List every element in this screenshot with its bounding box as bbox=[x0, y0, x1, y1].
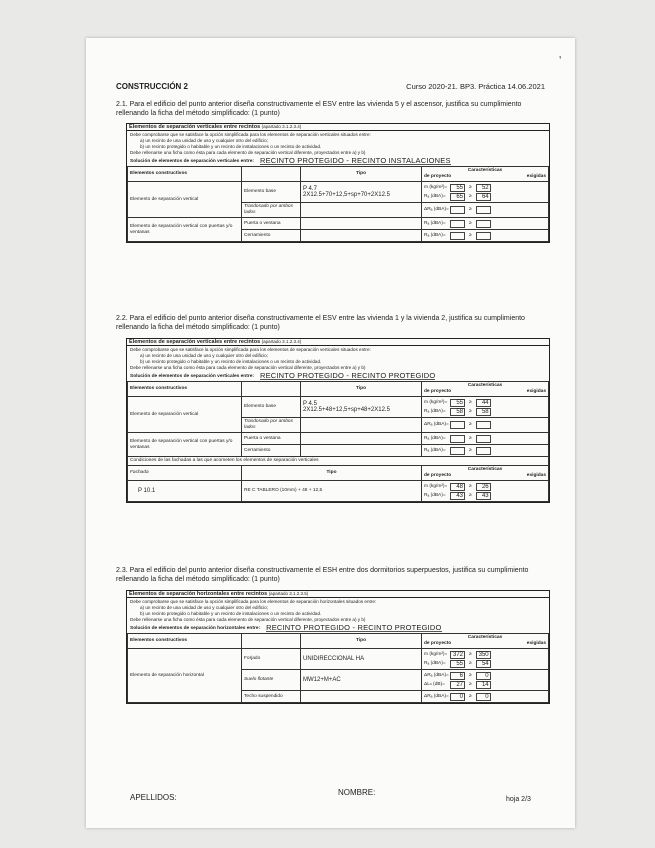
apellidos-label: APELLIDOS: bbox=[130, 793, 177, 802]
form-esv-1 bbox=[126, 123, 550, 243]
form-esv-2 bbox=[126, 338, 550, 503]
solution-value[interactable]: RECINTO PROTEGIDO - RECINTO PROTEGIDO bbox=[266, 623, 442, 632]
form-table: Elementos constructivos Tipo Características de proyecto exigidas Elemento de separación vertical Elemento base P 4.7 2X12.5+70+12,5+sp+70+2X12.5 m (kg/m²)= 55 ≥ 52 Rₐ (dBA)= 65 ≥ 64 Trasdosado por ambos lados ΔRₐ (dBA)= ≥ Elemento de separación vertical con puertas y/o ventanas Puerta o ventana Rₐ (dBA)= ≥ Cerramiento Rₐ (dBA)= ≥ bbox=[127, 166, 549, 242]
form-instructions: Debe comprobarse que se satisface la opción simplificada para los elementos de separación verticales situados entre: a) un recinto de una unidad de uso y cualquier otro del edificio; b) un recinto protegido o habitable y un recinto de instalaciones o un recinto de actividad. Debe rellenarse una ficha como ésta para cada elemento de separación vertical diferente, proyectados entre a) y b) bbox=[130, 347, 371, 370]
question-2-2: 2.2. Para el edificio del punto anterior diseña constructivamente el ESV entre las vivienda 1 y la vivienda 2, justifica su cumplimiento rellenando la ficha del método simplificado: (1 punto) bbox=[116, 315, 525, 331]
m-proy-field[interactable]: 55 bbox=[450, 399, 465, 407]
tipo-field[interactable]: P 4.5 2X12.5+48+12,5+sp+48+2X12.5 bbox=[301, 397, 422, 418]
solution-line: Solución de elementos de separación verticales entre: RECINTO PROTEGIDO - RECINTO INSTALACIONES bbox=[130, 156, 451, 165]
ra-proy-field[interactable]: 65 bbox=[450, 193, 465, 201]
form-title: Elementos de separación verticales entre recintos (apartado 3.1.2.3.4) bbox=[127, 124, 549, 131]
fachada-tipo-field[interactable]: RE C TABLERO (10mm) + 48 + 12,5 bbox=[242, 481, 422, 502]
question-2-1: 2.1. Para el edificio del punto anterior diseña constructivamente el ESV entre las vivienda 5 y el ascensor, justifica su cumplimiento rellenando la ficha del método simplificado: (1 punto) bbox=[116, 101, 522, 117]
question-2-3: 2.3. Para el edificio del punto anterior diseña constructivamente el ESH entre dos dormitorios superpuestos, justifica su cumplimiento rellenando la ficha del método simplificado: (1 punto) bbox=[116, 567, 529, 583]
solution-line: Solución de elementos de separación verticales entre: RECINTO PROTEGIDO - RECINTO PROTEGIDO bbox=[130, 371, 436, 380]
scan-mark: ❜ bbox=[559, 55, 562, 64]
form-table: Elementos constructivos Tipo Características de proyecto exigidas Elemento de separación vertical Elemento base P 4.5 2X12.5+48+12,5+sp+48+2X12.5 m (kg/m²)= 55 ≥ 44 Rₐ (dBA)= 58 ≥ 58 Trasdosado por ambos lados ΔRₐ (dBA)= ≥ Elemento de separación vertical con puertas y/o ventanas Puerta o ventana Rₐ (dBA)= ≥ Cerramiento Rₐ (dBA)= ≥ Condiciones de las fachadas a las que acometen los elementos de separación verticales Fachada Tipo Características de proyecto exigidas P 10.1 RE C TABLERO (10mm) + 48 + 12,5 m (kg/m²)= 48 ≥ 26 Rₐ (dBA)= 43 ≥ 43 bbox=[127, 381, 549, 502]
form-esh bbox=[126, 590, 550, 704]
solution-value[interactable]: RECINTO PROTEGIDO - RECINTO INSTALACIONES bbox=[259, 156, 451, 165]
m-exig-field[interactable]: 44 bbox=[476, 399, 491, 407]
ra-proy-field[interactable]: 58 bbox=[450, 408, 465, 416]
ra-exig-field[interactable]: 58 bbox=[476, 408, 491, 416]
form-title: Elementos de separación horizontales entre recintos (apartado 3.1.2.3.5) bbox=[127, 591, 549, 598]
forjado-tipo-field[interactable]: UNIDIRECCIONAL HA bbox=[301, 649, 422, 670]
solution-value[interactable]: RECINTO PROTEGIDO - RECINTO PROTEGIDO bbox=[259, 371, 436, 380]
form-instructions: Debe comprobarse que se satisface la opción simplificada para los elementos de separación horizontales situados entre: a) un recinto de una unidad de uso y cualquier otro del edificio; b) un recinto protegido o habitable y un recinto de instalaciones o un recinto de actividad. Debe rellenarse una ficha como ésta para cada elemento de separación vertical diferente, proyectados entre a) y b) bbox=[130, 599, 377, 622]
form-instructions: Debe comprobarse que se satisface la opción simplificada para los elementos de separación verticales situados entre: a) un recinto de una unidad de uso y cualquier otro del edificio; b) un recinto protegido o habitable y un recinto de instalaciones o un recinto de actividad. Debe rellenarse una ficha como ésta para cada elemento de separación vertical diferente, proyectados entre a) y b) bbox=[130, 132, 371, 155]
solution-line: Solución de elementos de separación horizontales entre: RECINTO PROTEGIDO - RECINTO PROTEGIDO bbox=[130, 623, 442, 632]
m-exig-field[interactable]: 52 bbox=[476, 184, 491, 192]
ra-exig-field[interactable]: 64 bbox=[476, 193, 491, 201]
course-info: Curso 2020-21. BP3. Práctica 14.06.2021 bbox=[406, 82, 545, 91]
nombre-label: NOMBRE: bbox=[338, 788, 376, 797]
tipo-field[interactable]: P 4.7 2X12.5+70+12,5+sp+70+2X12.5 bbox=[301, 182, 422, 203]
page-number: hoja 2/3 bbox=[506, 796, 531, 803]
form-table: Elementos constructivos Tipo Características de proyecto exigidas Elemento de separación horizontal Forjado UNIDIRECCIONAL HA m (kg/m²)= 372 ≥ 350 Rₐ (dBA)= 55 ≥ 54 Suelo flotante MW12+M+AC ΔRₐ (dBA)= 6 ≥ 0 ΔLₙ (dB)= 27 ≥ 14 Techo suspendido ΔRₐ (dBA)= 0 ≥ 0 bbox=[127, 633, 549, 703]
form-title: Elementos de separación verticales entre recintos (apartado 3.1.2.3.4) bbox=[127, 339, 549, 346]
m-proy-field[interactable]: 55 bbox=[450, 184, 465, 192]
course-title: CONSTRUCCIÓN 2 bbox=[116, 82, 189, 91]
document-page bbox=[86, 38, 575, 828]
suelo-tipo-field[interactable]: MW12+M+AC bbox=[301, 670, 422, 691]
fachada-field[interactable]: P 10.1 bbox=[128, 481, 242, 502]
